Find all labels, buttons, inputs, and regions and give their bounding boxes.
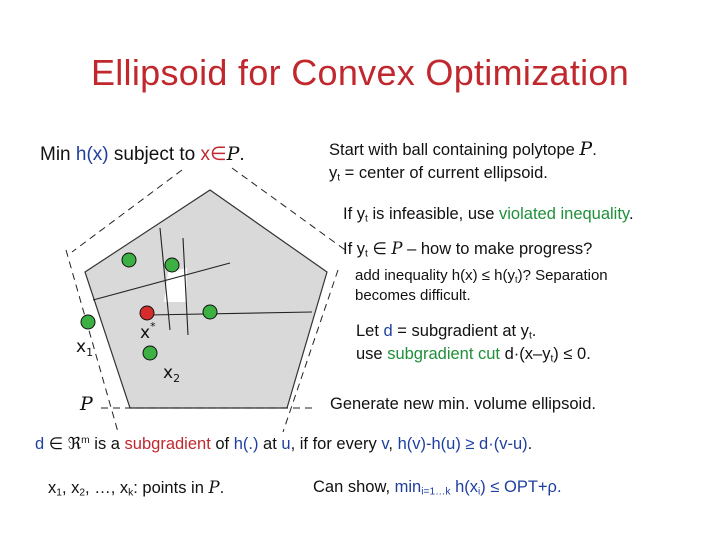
def-v: v <box>381 435 389 453</box>
subgrad-cut-sub: t <box>550 353 554 365</box>
pt-x2: , x <box>61 479 80 497</box>
def-comma: , <box>388 435 398 453</box>
slide-title: Ellipsoid for Convex Optimization <box>90 52 630 93</box>
set-p: P <box>226 143 240 165</box>
pt-xk: , …, x <box>85 479 129 497</box>
pt-period: . <box>219 479 225 497</box>
pt-x1-sub: 1 <box>56 487 62 499</box>
step-start-period: . <box>592 141 597 159</box>
pt-xk-sub: k <box>128 487 134 499</box>
point-green <box>165 258 179 272</box>
concl-h: h(x <box>450 478 478 496</box>
def-exp: m <box>81 434 90 446</box>
def-period: . <box>527 435 533 453</box>
step-infeasible-mid: is infeasible, use <box>367 205 500 223</box>
var-x: x <box>200 144 211 165</box>
point-green <box>203 305 217 319</box>
add-ineq-line2: becomes difficult. <box>355 287 471 304</box>
pt-x1: x <box>48 479 57 497</box>
subgrad-post: . <box>531 322 537 340</box>
subgrad-let: Let <box>356 322 384 340</box>
step-feasible-sub: t <box>365 248 368 260</box>
label-x1: $x_1$ <box>76 337 94 359</box>
concl-xi-sub: i <box>478 486 481 498</box>
label-x2: $x_2$ <box>163 363 181 385</box>
concl-min-sub: i=1…k <box>421 486 451 498</box>
step-center-text: = center of current ellipsoid. <box>340 164 548 182</box>
point-x2 <box>143 346 157 360</box>
step-feasible-mid: ∈ <box>367 240 392 258</box>
def-in: ∈ <box>44 435 68 453</box>
def-subgradient: subgradient <box>124 435 211 453</box>
step-start-set: P <box>579 138 593 160</box>
concl-pre: Can show, <box>313 478 395 496</box>
step-infeasible-sub: t <box>365 213 368 225</box>
subgrad-cut-mid: d·(x–y <box>500 345 551 363</box>
point-x-star <box>140 306 154 320</box>
step-start-text: Start with ball containing polytope <box>329 141 575 159</box>
concl-post: ) ≤ OPT+ρ. <box>480 478 562 496</box>
def-if-every: , if for every <box>290 435 382 453</box>
add-ineq-sub: t <box>514 274 518 285</box>
violated-inequality: violated inequality <box>499 205 629 223</box>
def-of: of <box>210 435 234 453</box>
step-infeasible-pre: If y <box>343 205 366 223</box>
def-is-a: is a <box>89 435 125 453</box>
def-d: d <box>35 435 45 453</box>
label-p: P <box>80 393 93 415</box>
pt-text: : points in <box>133 479 209 497</box>
def-reals: ℜ <box>67 435 82 453</box>
step-infeasible-post: . <box>628 205 634 223</box>
concl-min: min <box>394 478 422 496</box>
subgradient-cut: subgradient cut <box>387 345 501 363</box>
subgrad-mid: = subgradient at y <box>392 322 529 340</box>
step-feasible-pre: If y <box>343 240 366 258</box>
subgrad-d: d <box>383 322 393 340</box>
in-symbol: ∈ <box>210 144 227 165</box>
point-x1 <box>81 315 95 329</box>
subgrad-use: use <box>356 345 388 363</box>
def-inequality: h(v)-h(u) ≥ d·(v-u) <box>397 435 528 453</box>
def-h: h(.) <box>233 435 259 453</box>
period: . <box>239 144 245 165</box>
label-x-star: x* <box>140 320 156 343</box>
def-u: u <box>281 435 291 453</box>
point-green <box>122 253 136 267</box>
step-feasible-post: – how to make progress? <box>402 240 593 258</box>
step-generate: Generate new min. volume ellipsoid. <box>330 395 596 413</box>
step-feasible-set: P <box>391 239 403 258</box>
objective-h: h(x) <box>75 144 109 165</box>
polytope-p <box>85 190 327 408</box>
subgrad-cut-post: ) ≤ 0. <box>553 345 591 363</box>
pt-set: P <box>208 478 220 497</box>
y-var: y <box>329 164 338 182</box>
subject-to-label: subject to <box>113 144 196 165</box>
add-ineq-pre: add inequality h(x) ≤ h(y <box>355 267 515 284</box>
min-label: Min <box>40 144 71 165</box>
y-sub: t <box>337 172 341 184</box>
pt-x2-sub: 2 <box>79 487 86 499</box>
add-ineq-post: )? Separation <box>517 267 608 284</box>
subgrad-sub: t <box>528 330 532 342</box>
def-at: at <box>258 435 282 453</box>
